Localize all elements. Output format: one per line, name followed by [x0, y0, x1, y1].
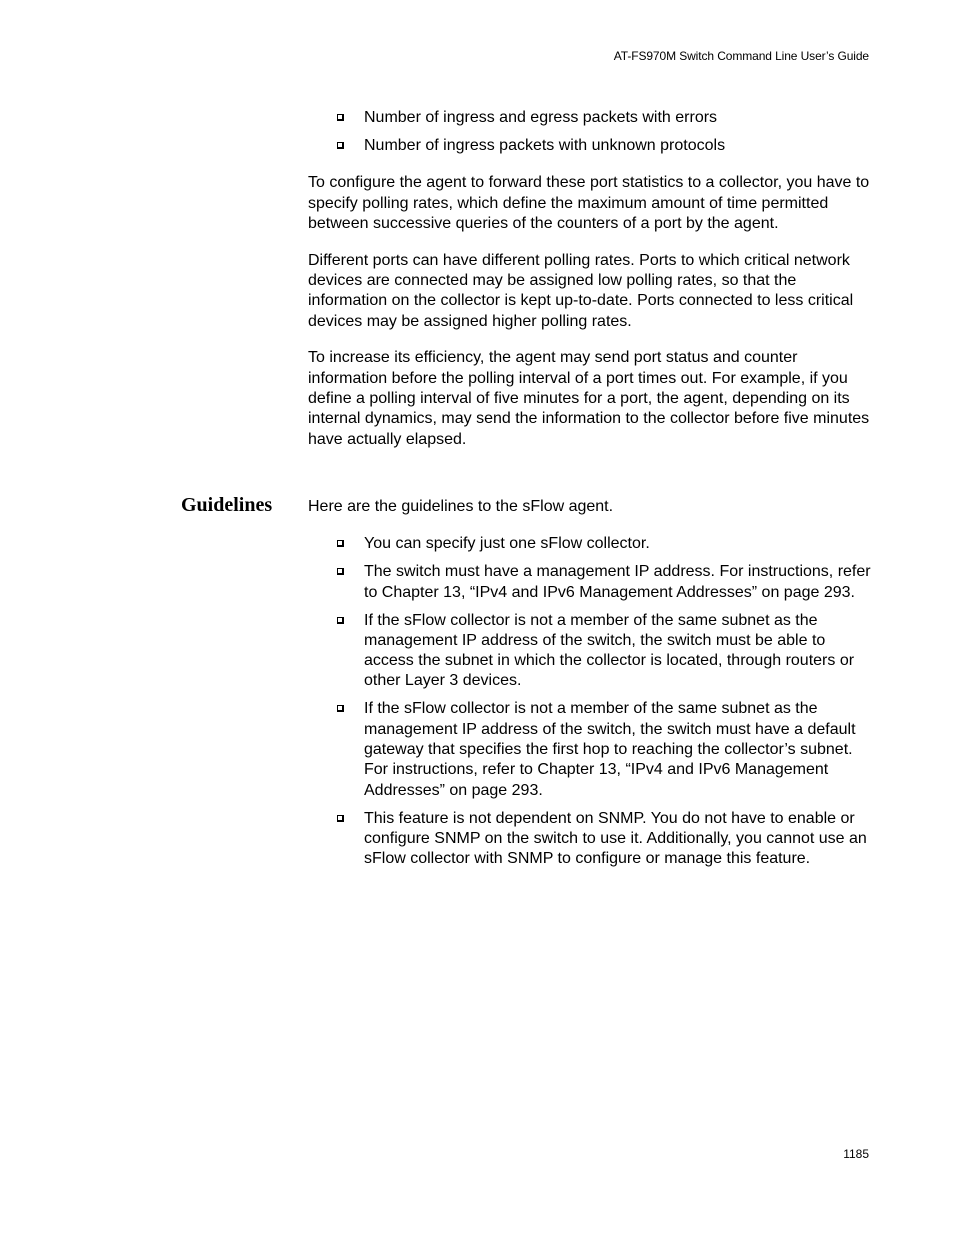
list-item-text: You can specify just one sFlow collector. [364, 535, 650, 553]
list-item [308, 534, 873, 554]
running-header: AT-FS970M Switch Command Line User’s Guide [613, 49, 869, 63]
list-item [308, 611, 873, 692]
list-item [308, 562, 873, 603]
list-item-text: The switch must have a management IP address. For instructions, refer to Chapter 13, “IPv4 and IPv6 Management Addresses” on page 293. [364, 563, 871, 601]
section-heading-guidelines: Guidelines [181, 494, 273, 516]
checkbox-bullet-icon [337, 617, 344, 624]
paragraph-efficiency: To increase its efficiency, the agent may send port status and counter information before the polling interval of a port times out. For example, if you define a polling interval of five minutes for a port, the agent, depending on its internal dynamics, may send the information to the collector before five minutes have actually elapsed. [308, 349, 870, 448]
list-item [308, 809, 873, 870]
list-item-text: This feature is not dependent on SNMP. You do not have to enable or configure SNMP on the switch to use it. Additionally, you cannot use an sFlow collector with SNMP to configure or manage this feature. [364, 809, 867, 868]
checkbox-bullet-icon [337, 568, 344, 575]
checkbox-bullet-icon [337, 815, 344, 822]
intro-bullet-list [308, 108, 873, 156]
checkbox-bullet-icon [337, 142, 344, 149]
list-item [308, 699, 873, 800]
guidelines-intro: Here are the guidelines to the sFlow agent. [308, 498, 614, 515]
page-number: 1185 [843, 1147, 869, 1161]
list-item-text: Number of ingress and egress packets with errors [364, 109, 718, 126]
list-item [308, 108, 873, 128]
guidelines-section [308, 497, 873, 870]
list-item-text: Number of ingress packets with unknown protocols [364, 136, 726, 154]
checkbox-bullet-icon [337, 705, 344, 712]
intro-section [308, 108, 873, 466]
list-item [308, 136, 873, 156]
list-item-text: If the sFlow collector is not a member of the same subnet as the management IP address of the switch, the switch must be able to access the subnet in which the collector is located, through routers or other Layer 3 devices. [364, 611, 855, 690]
checkbox-bullet-icon [337, 540, 344, 547]
checkbox-bullet-icon [337, 114, 344, 121]
guidelines-bullet-list [308, 534, 873, 869]
paragraph-polling-rates: To configure the agent to forward these port statistics to a collector, you have to specify polling rates, which define the maximum amount of time permitted between successive queries of the counters of a port by the agent. [308, 174, 870, 232]
list-item-text: If the sFlow collector is not a member of the same subnet as the management IP address of the switch, the switch must have a default gateway that specifies the first hop to reaching the collector’s subnet. For instructions, refer to Chapter 13, “IPv4 and IPv6 Management Addresses” on page 293. [364, 700, 856, 799]
paragraph-different-ports: Different ports can have different polling rates. Ports to which critical network devices are connected may be assigned low polling rates, so that the information on the collector is kept up-to-date. Ports connected to less critical devices may be assigned higher polling rates. [308, 251, 854, 330]
